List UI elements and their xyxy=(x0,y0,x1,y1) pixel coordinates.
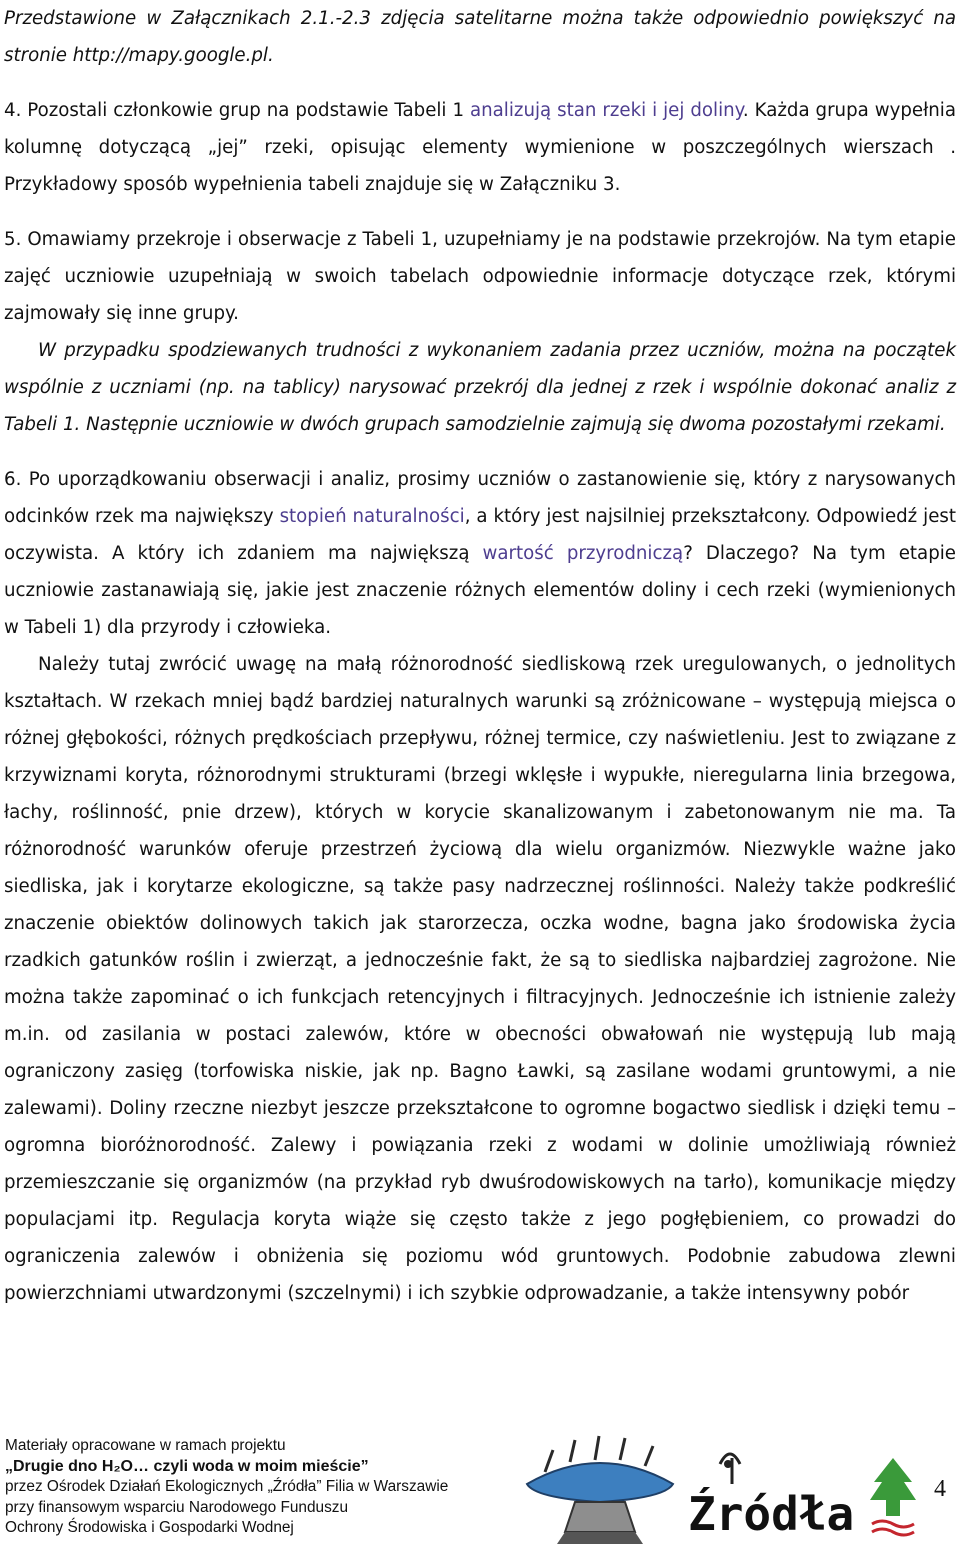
paragraph-step-4 xyxy=(4,92,956,203)
footer-line-1: Materiały opracowane w ramach projektu xyxy=(5,1437,286,1454)
document-page xyxy=(4,0,956,1312)
step-6-text-c: ? Dlaczego? Na tym etapie uczniowie zastanawiają się, jakie jest znaczenie różnych elementów doliny i cech rzeki (wymienionych w Tabeli 1) dla przyrody i człowieka. xyxy=(4,543,956,638)
drugie-dno-logo-icon xyxy=(515,1432,685,1547)
step-6-text-a: 6. Po uporządkowaniu obserwacji i analiz, prosimy uczniów o zastanowienie się, który z narysowanych odcinków rzek ma największy xyxy=(4,469,956,527)
footer-line-5: Ochrony Środowiska i Gospodarki Wodnej xyxy=(5,1519,294,1537)
footer-project-name: „Drugie dno H₂O… czyli woda w moim mieście” xyxy=(5,1457,369,1475)
paragraph-intro: Przedstawione w Załącznikach 2.1.-2.3 zdjęcia satelitarne można także odpowiednio powiększyć na stronie http://mapy.google.pl. xyxy=(4,8,956,66)
footer-line-4: przy finansowym wsparciu Narodowego Funduszu xyxy=(5,1498,349,1516)
step-6-highlight-value: wartość przyrodniczą xyxy=(482,543,684,564)
zrodla-logo-text: Źródła xyxy=(688,1487,855,1541)
step-4-text-a: 4. Pozostali członkowie grup na podstawie Tabeli 1 xyxy=(4,100,470,121)
step-4-highlight: analizują stan rzeki i jej doliny xyxy=(469,100,743,121)
step-4-text-b: . Każda grupa wypełnia kolumnę dotyczącą „jej” rzeki, opisując elementy wymienione w poszczególnych wierszach . Przykładowy sposób wypełnienia tabeli znajduje się w Załączniku 3. xyxy=(4,100,956,195)
footer-line-3: przez Ośrodek Działań Ekologicznych „Źródła” Filia w Warszawie xyxy=(5,1478,449,1496)
page-number: 4 xyxy=(934,1476,946,1502)
nfosigw-logo-icon xyxy=(868,1454,918,1542)
zrodla-logo-icon xyxy=(680,1444,865,1544)
step-6-highlight-naturalness: stopień naturalności xyxy=(279,506,465,527)
page-footer xyxy=(0,1432,960,1547)
paragraph-step-6 xyxy=(4,461,956,646)
paragraph-discussion: Należy tutaj zwrócić uwagę na małą różnorodność siedliskową rzek uregulowanych, o jednolitych kształtach. W rzekach mniej bądź bardziej naturalnych warunki są zróżnicowane – występują miejsca o różnej głębokości, różnych prędkościach przepływu, różnej termice, czy naświetleniu. Jest to związane z krzywiznami koryta, różnorodnymi strukturami (brzegi wklęsłe i wypukłe, nieregularna linia brzegowa, łachy, roślinność, pnie drzew), których w korycie skanalizowanym i zabetonowanym nie ma. Ta różnorodność warunków oferuje przestrzeń życiową dla wielu organizmów. Niezwykle ważne jako siedliska, jak i korytarze ekologiczne, są także pasy nadrzecznej roślinności. Należy także podkreślić znaczenie obiektów dolinowych takich jak starorzecza, oczka wodne, bagna jako środowiska życia rzadkich gatunków roślin i zwierząt, a jednocześnie fakt, że są to siedliska najbardziej zagrożone. Nie można także zapominać o ich funkcjach retencyjnych i filtracyjnych. Jednocześnie ich istnienie zależy m.in. od zasilania w postaci zalewów, które w obecności obwałowań nie występują lub mają ograniczony zasięg (torfowiska niskie, jak np. Bagno Ławki, są zasilane wodami gruntowymi, a nie zalewami). Doliny rzeczne niezbyt jeszcze przekształcone to ogromne bogactwo siedlisk i dzięki temu – ogromna bioróżnorodność. Zalewy i powiązania rzeki z wodami w dolinie umożliwiają również przemieszczanie się organizmów (na przykład ryb dwuśrodowiskowych na tarło), komunikacje między populacjami itp. Regulacja koryta wiąże się często także z jego pogłębieniem, co prowadzi do ograniczenia zalewów i obniżenia się poziomu wód gruntowych. Podobnie zabudowa zlewni powierzchniami utwardzonymi (szczelnymi) i ich szybkie odprowadzanie, a także intensywny pobór xyxy=(4,654,956,1304)
paragraph-step-5: 5. Omawiamy przekroje i obserwacje z Tabeli 1, uzupełniamy je na podstawie przekrojów. Na tym etapie zajęć uczniowie uzupełniają w swoich tabelach odpowiednie informacje dotyczące rzek, którymi zajmowały się inne grupy. xyxy=(4,229,956,324)
paragraph-step-5-note: W przypadku spodziewanych trudności z wykonaniem zadania przez uczniów, można na początek wspólnie z uczniami (np. na tablicy) narysować przekrój dla jednej z rzek i wspólnie dokonać analiz z Tabeli 1. Następnie uczniowie w dwóch grupach samodzielnie zajmują się dwoma pozostałymi rzekami. xyxy=(4,340,956,435)
step-6-text-b: , a który jest najsilniej przekształcony. Odpowiedź jest oczywista. A który ich zdaniem ma największą xyxy=(4,506,956,564)
footer-credits xyxy=(5,1436,448,1539)
